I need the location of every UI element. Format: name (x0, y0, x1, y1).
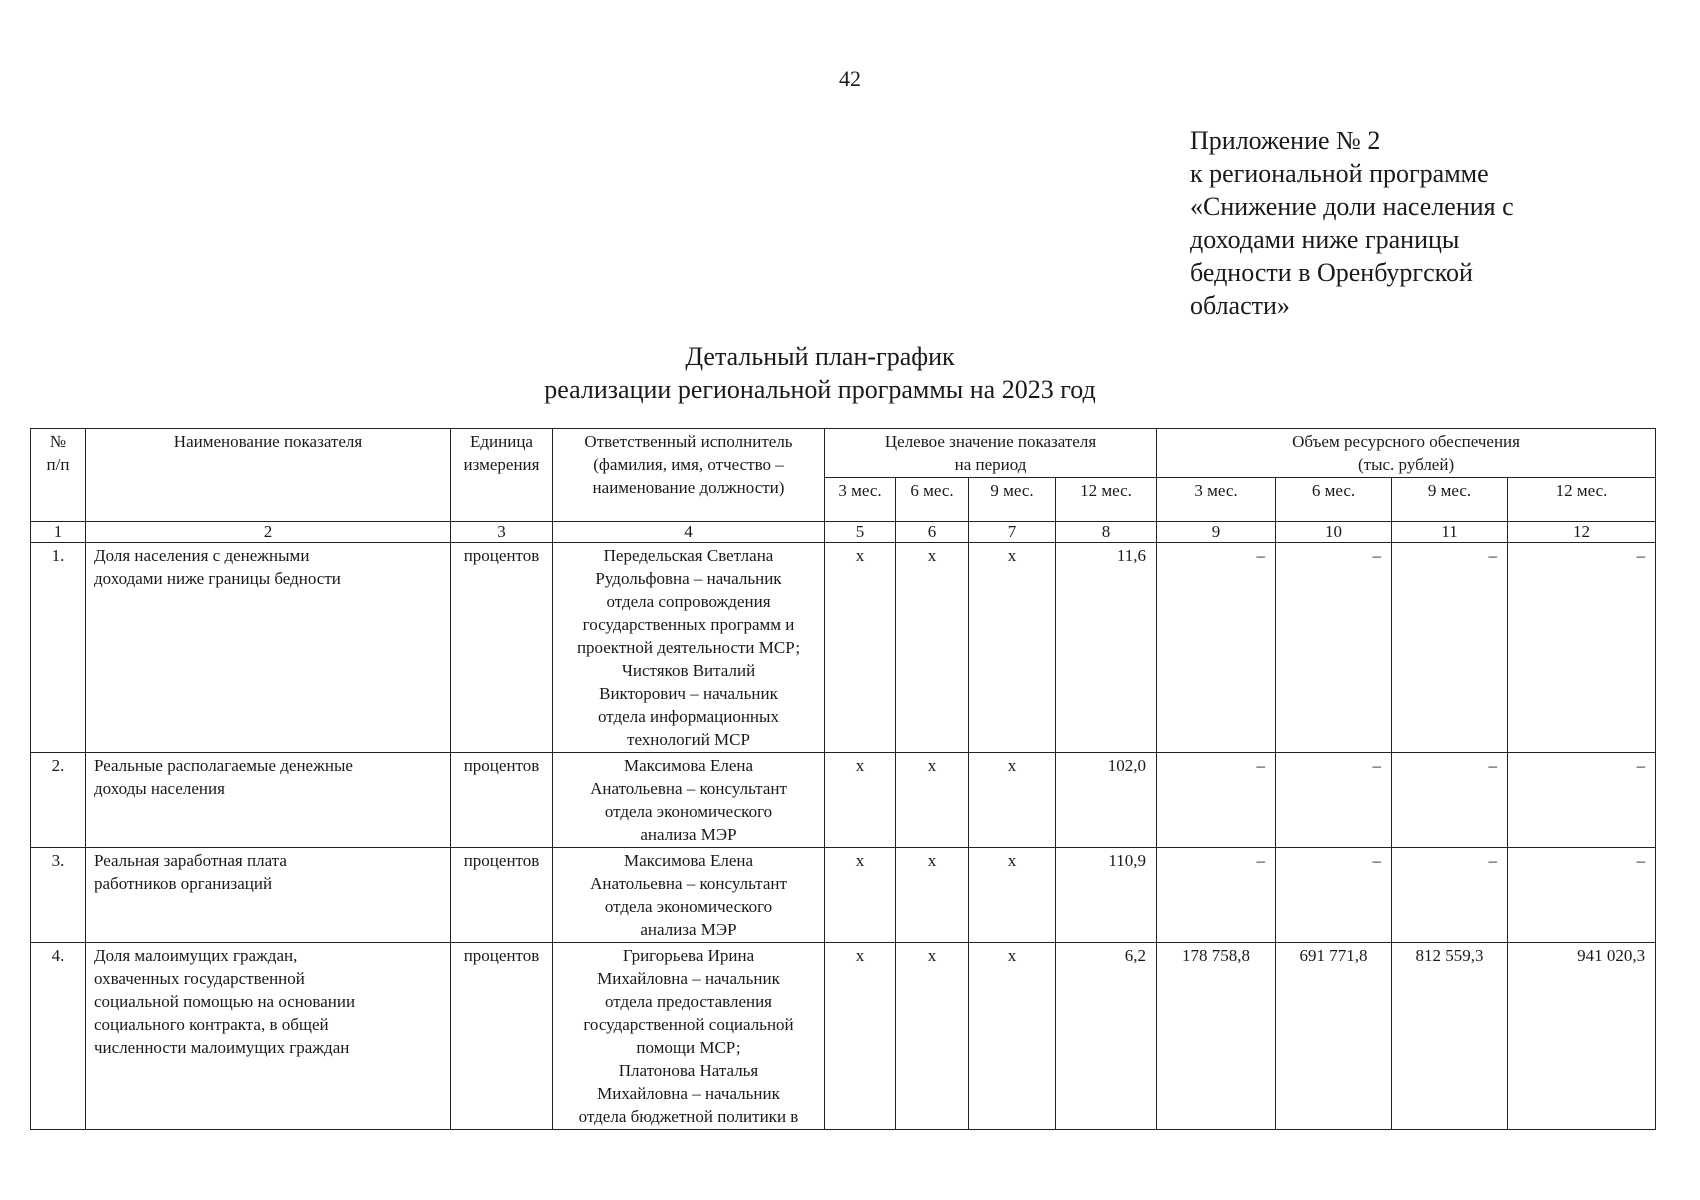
row-target-6m: x (896, 848, 969, 943)
title-line-1: Детальный план-график (685, 342, 955, 371)
column-number: 2 (86, 522, 451, 543)
column-number: 9 (1157, 522, 1276, 543)
row-target-12m: 6,2 (1056, 943, 1157, 1130)
table-row (31, 543, 1656, 753)
header-executor: Ответственный исполнитель (фамилия, имя, отчество – наименование должности) (553, 429, 825, 522)
row-num: 1. (31, 543, 86, 753)
row-resource-9m: – (1392, 753, 1508, 848)
row-executor: Передельская Светлана Рудольфовна – начальник отдела сопровождения государственных программ и проектной деятельности МСР; Чистяков Виталий Викторович – начальник отдела информационных технологий МСР (553, 543, 825, 753)
page-number: 42 (839, 66, 861, 91)
appendix-line: области» (1190, 291, 1290, 320)
row-executor: Максимова Елена Анатольевна – консультант отдела экономического анализа МЭР (553, 753, 825, 848)
row-resource-12m: – (1508, 848, 1656, 943)
column-number: 6 (896, 522, 969, 543)
column-number: 4 (553, 522, 825, 543)
header-target-12m: 12 мес. (1056, 478, 1157, 522)
row-unit: процентов (451, 753, 553, 848)
row-target-3m: x (825, 753, 896, 848)
row-resource-12m: – (1508, 753, 1656, 848)
row-resource-9m: – (1392, 848, 1508, 943)
header-target-6m: 6 мес. (896, 478, 969, 522)
row-unit: процентов (451, 943, 553, 1130)
plan-schedule-table (30, 428, 1656, 1130)
row-num: 2. (31, 753, 86, 848)
column-number: 7 (969, 522, 1056, 543)
row-resource-6m: – (1276, 543, 1392, 753)
table-row (31, 848, 1656, 943)
header-target-9m: 9 мес. (969, 478, 1056, 522)
appendix-line: к региональной программе (1190, 159, 1489, 188)
row-indicator-name: Реальная заработная плата работников организаций (86, 848, 451, 943)
row-target-12m: 102,0 (1056, 753, 1157, 848)
header-resource-group: Объем ресурсного обеспечения (тыс. рублей) (1157, 429, 1656, 478)
row-resource-3m: – (1157, 848, 1276, 943)
row-indicator-name: Реальные располагаемые денежные доходы населения (86, 753, 451, 848)
header-num: № п/п (31, 429, 86, 522)
column-number: 12 (1508, 522, 1656, 543)
row-indicator-name: Доля населения с денежными доходами ниже границы бедности (86, 543, 451, 753)
column-number: 1 (31, 522, 86, 543)
column-number: 3 (451, 522, 553, 543)
header-unit: Единица измерения (451, 429, 553, 522)
column-number: 5 (825, 522, 896, 543)
row-resource-6m: – (1276, 753, 1392, 848)
column-number-row (31, 522, 1656, 543)
row-num: 4. (31, 943, 86, 1130)
row-resource-12m: 941 020,3 (1508, 943, 1656, 1130)
appendix-line: «Снижение доли населения с (1190, 192, 1514, 221)
appendix-line: Приложение № 2 (1190, 126, 1381, 155)
row-target-9m: x (969, 753, 1056, 848)
column-number: 10 (1276, 522, 1392, 543)
header-resource-9m: 9 мес. (1392, 478, 1508, 522)
column-number: 8 (1056, 522, 1157, 543)
header-target-group: Целевое значение показателя на период (825, 429, 1157, 478)
row-resource-3m: – (1157, 753, 1276, 848)
appendix-line: доходами ниже границы (1190, 225, 1460, 254)
row-resource-9m: – (1392, 543, 1508, 753)
appendix-line: бедности в Оренбургской (1190, 258, 1473, 287)
header-target-3m: 3 мес. (825, 478, 896, 522)
row-unit: процентов (451, 543, 553, 753)
row-num: 3. (31, 848, 86, 943)
row-target-3m: x (825, 943, 896, 1130)
appendix-note (1190, 124, 1670, 322)
table-row (31, 943, 1656, 1130)
row-target-3m: x (825, 543, 896, 753)
header-name: Наименование показателя (86, 429, 451, 522)
row-unit: процентов (451, 848, 553, 943)
row-target-6m: x (896, 753, 969, 848)
row-resource-6m: 691 771,8 (1276, 943, 1392, 1130)
document-title (0, 340, 1640, 406)
row-target-6m: x (896, 543, 969, 753)
title-line-2: реализации региональной программы на 2023 год (544, 375, 1096, 404)
row-executor: Григорьева Ирина Михайловна – начальник отдела предоставления государственной социальной помощи МСР; Платонова Наталья Михайловна – начальник отдела бюджетной политики в (553, 943, 825, 1130)
column-number: 11 (1392, 522, 1508, 543)
row-target-3m: x (825, 848, 896, 943)
row-resource-6m: – (1276, 848, 1392, 943)
row-target-6m: x (896, 943, 969, 1130)
header-resource-6m: 6 мес. (1276, 478, 1392, 522)
header-resource-12m: 12 мес. (1508, 478, 1656, 522)
row-target-12m: 110,9 (1056, 848, 1157, 943)
row-indicator-name: Доля малоимущих граждан, охваченных государственной социальной помощью на основании социального контракта, в общей численности малоимущих граждан (86, 943, 451, 1130)
row-resource-12m: – (1508, 543, 1656, 753)
row-target-12m: 11,6 (1056, 543, 1157, 753)
row-target-9m: x (969, 543, 1056, 753)
row-target-9m: x (969, 848, 1056, 943)
row-resource-3m: 178 758,8 (1157, 943, 1276, 1130)
row-resource-9m: 812 559,3 (1392, 943, 1508, 1130)
header-row-main (31, 429, 1656, 478)
row-target-9m: x (969, 943, 1056, 1130)
row-resource-3m: – (1157, 543, 1276, 753)
row-executor: Максимова Елена Анатольевна – консультант отдела экономического анализа МЭР (553, 848, 825, 943)
table-row (31, 753, 1656, 848)
header-resource-3m: 3 мес. (1157, 478, 1276, 522)
